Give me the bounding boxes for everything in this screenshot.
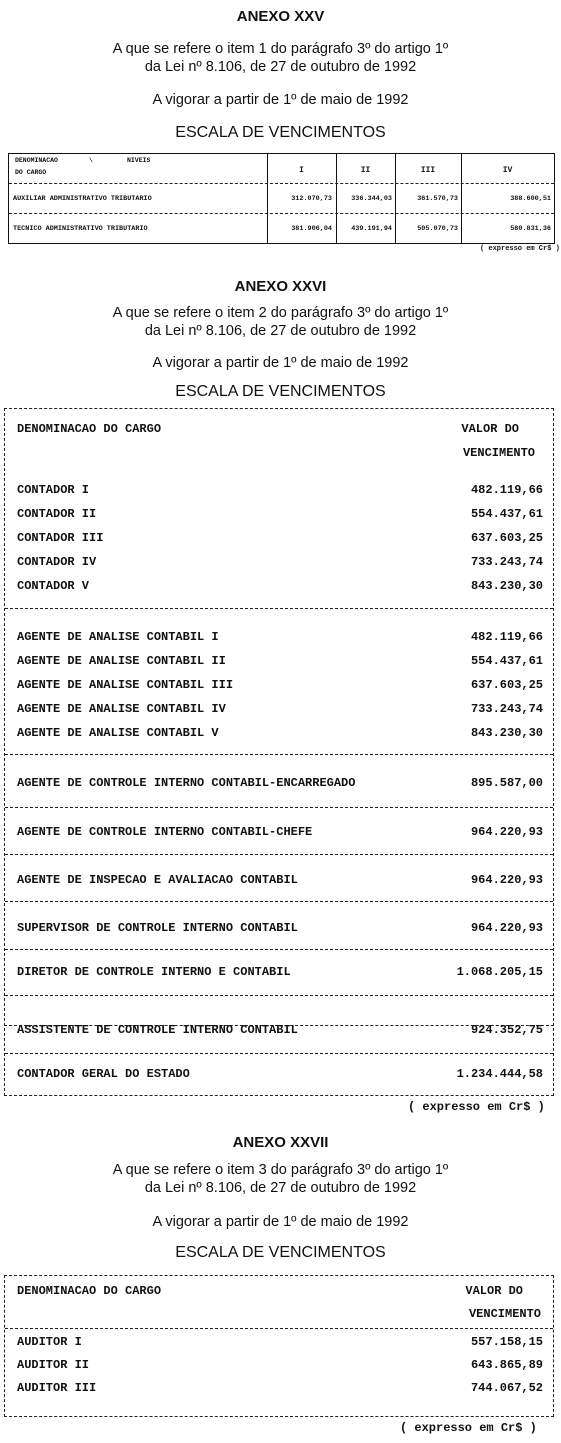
annex27-col-valor-line2: VENCIMENTO	[468, 1307, 541, 1321]
annex27-reference-line1: A que se refere o item 3 do parágrafo 3º do artigo 1º	[112, 1162, 449, 1178]
annex26-reference-line2: da Lei nº 8.106, de 27 de outubro de 1992	[144, 323, 417, 339]
annex26-col-valor-line1: VALOR DO	[461, 422, 519, 436]
annex27-currency-note: ( expresso em Cr$ )	[400, 1421, 537, 1435]
annex25-reference-line1: A que se refere o item 1 do parágrafo 3º do artigo 1º	[112, 41, 449, 57]
table-row: CONTADOR II 554.437,61	[17, 507, 543, 521]
table-row: SUPERVISOR DE CONTROLE INTERNO CONTABIL 964.220,93	[17, 921, 543, 935]
annex25-row1-value-II: 336.344,03	[351, 195, 392, 203]
annex25-row1-value-IV: 388.600,51	[510, 195, 551, 203]
annex25-header-niveis: NIVEIS	[127, 157, 151, 164]
table-row: AGENTE DE INSPECAO E AVALIACAO CONTABIL 964.220,93	[17, 873, 543, 887]
table-row: AGENTE DE ANALISE CONTABIL I 482.119,66	[17, 630, 543, 644]
annex25-header-separator: \	[89, 157, 93, 164]
annex25-level-I: I	[299, 166, 304, 175]
table-row: AGENTE DE ANALISE CONTABIL V 843.230,30	[17, 726, 543, 740]
annex25-row2-value-III: 505.070,73	[417, 225, 458, 233]
annex25-effective-date: A vigorar a partir de 1º de maio de 1992	[152, 92, 409, 108]
annex26-col-valor-line2: VENCIMENTO	[462, 446, 535, 460]
annex25-currency-note: ( expresso em Cr$ )	[480, 245, 560, 253]
annex27-col-cargo: DENOMINACAO DO CARGO	[17, 1284, 162, 1298]
table-row: AUDITOR III 744.067,52	[17, 1381, 543, 1395]
annex25-header-do-cargo: DO CARGO	[15, 169, 47, 176]
table-row: AGENTE DE CONTROLE INTERNO CONTABIL-ENCARREGADO 895.587,00	[17, 776, 543, 790]
table-row: AGENTE DE ANALISE CONTABIL IV 733.243,74	[17, 702, 543, 716]
annex25-level-IV: IV	[502, 166, 513, 175]
annex25-row1-value-I: 312.070,73	[291, 195, 332, 203]
annex25-row1-label: AUXILIAR ADMINISTRATIVO TRIBUTARIO	[13, 195, 152, 203]
annex27-reference-line2: da Lei nº 8.106, de 27 de outubro de 1992	[144, 1180, 417, 1196]
annex26-reference-line1: A que se refere o item 2 do parágrafo 3º do artigo 1º	[112, 305, 449, 321]
annex26-title: ANEXO XXVI	[234, 278, 327, 295]
table-row: CONTADOR I 482.119,66	[17, 483, 543, 497]
annex25-reference-line2: da Lei nº 8.106, de 27 de outubro de 1992	[144, 59, 417, 75]
annex27-effective-date: A vigorar a partir de 1º de maio de 1992	[152, 1214, 409, 1230]
annex25-level-III: III	[420, 166, 436, 175]
table-row: DIRETOR DE CONTROLE INTERNO E CONTABIL 1.068.205,15	[17, 965, 543, 979]
annex27-salary-table	[4, 1275, 554, 1417]
annex25-title: ANEXO XXV	[236, 8, 325, 25]
table-row: AGENTE DE ANALISE CONTABIL II 554.437,61	[17, 654, 543, 668]
table-row: CONTADOR III 637.603,25	[17, 531, 543, 545]
table-row: AGENTE DE CONTROLE INTERNO CONTABIL-CHEFE 964.220,93	[17, 825, 543, 839]
table-row: AGENTE DE ANALISE CONTABIL III 637.603,25	[17, 678, 543, 692]
annex25-salary-table	[8, 153, 555, 244]
annex26-col-cargo: DENOMINACAO DO CARGO	[17, 422, 162, 436]
annex25-row2-value-IV: 580.831,36	[510, 225, 551, 233]
annex27-col-valor-line1: VALOR DO	[465, 1284, 523, 1298]
table-row: CONTADOR GERAL DO ESTADO 1.234.444,58	[17, 1067, 543, 1081]
annex27-scale-title: ESCALA DE VENCIMENTOS	[175, 1244, 386, 1261]
table-row: CONTADOR IV 733.243,74	[17, 555, 543, 569]
table-row: CONTADOR V 843.230,30	[17, 579, 543, 593]
annex25-row1-value-III: 361.570,73	[417, 195, 458, 203]
annex25-header-denominacao: DENOMINACAO	[15, 157, 58, 164]
annex25-row2-value-II: 439.191,94	[351, 225, 392, 233]
annex25-row2-value-I: 381.906,04	[291, 225, 332, 233]
annex25-scale-title: ESCALA DE VENCIMENTOS	[175, 124, 386, 141]
table-row: AUDITOR II 643.865,89	[17, 1358, 543, 1372]
annex25-row2-label: TECNICO ADMINISTRATIVO TRIBUTARIO	[13, 225, 148, 233]
annex26-scale-title: ESCALA DE VENCIMENTOS	[175, 383, 386, 400]
annex26-currency-note: ( expresso em Cr$ )	[408, 1100, 545, 1114]
table-row: AUDITOR I 557.158,15	[17, 1335, 543, 1349]
annex25-level-II: II	[360, 166, 371, 175]
annex26-effective-date: A vigorar a partir de 1º de maio de 1992	[152, 355, 409, 371]
table-row: ASSISTENTE DE CONTROLE INTERNO CONTABIL 924.352,75	[17, 1023, 543, 1037]
annex27-title: ANEXO XXVII	[232, 1134, 329, 1151]
